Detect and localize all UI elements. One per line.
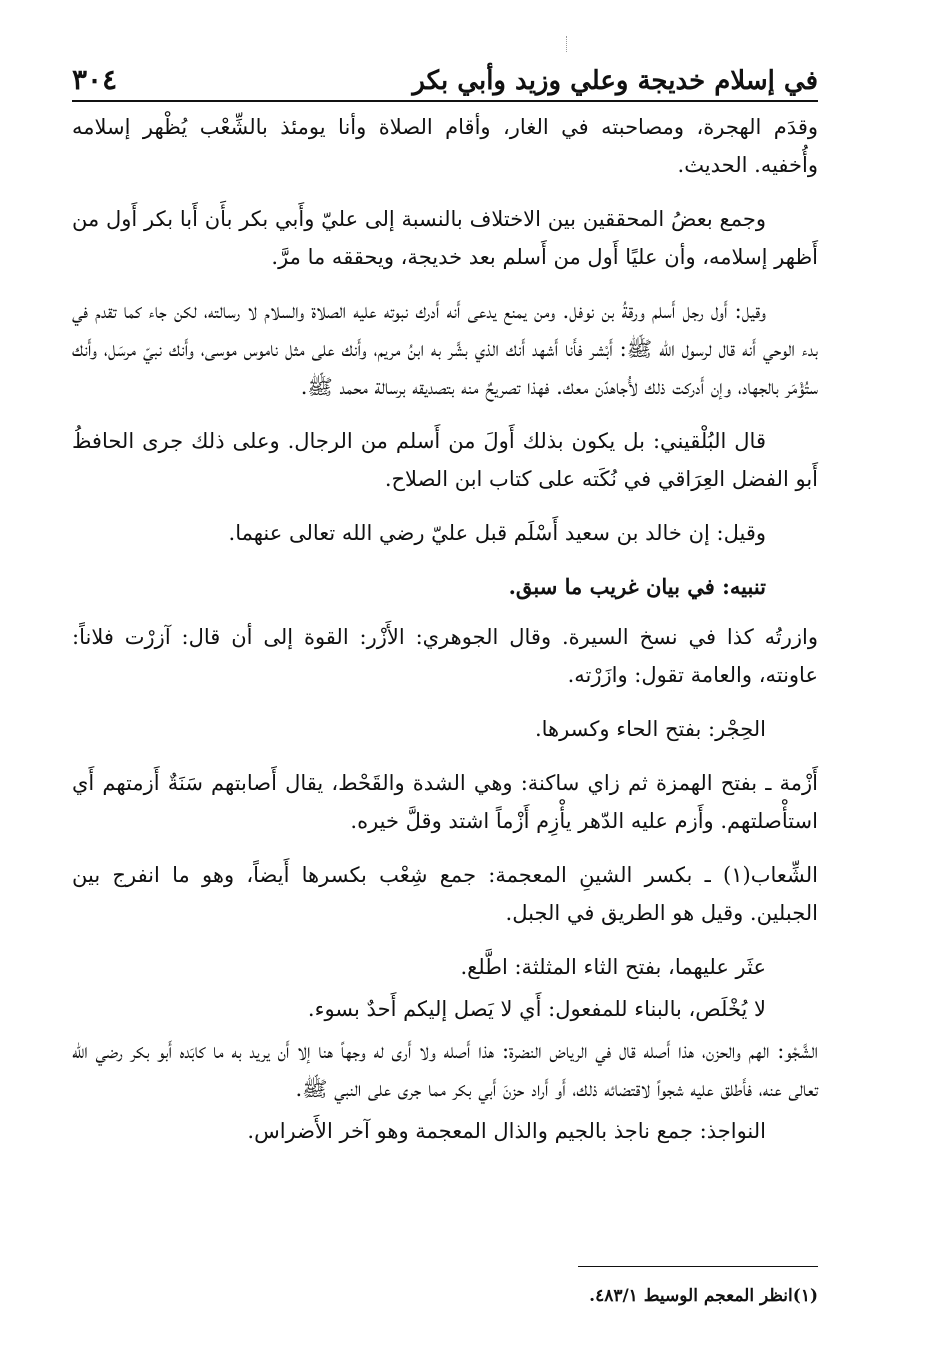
paragraph-reconciliation: وجمع بعضُ المحققين بين الاختلاف بالنسبة إلى عليّ وأَبي بكر بأَن أَبا بكر أَول من أَظهر إسلامه، وأن عليًا أَول من أَسلم بعد خديجة، ويحققه ما مرَّ. — [72, 207, 818, 269]
paragraph-waraqah: وقيل: أَول رجل أَسلم ورقةُ بن نوفل. ومن يمنع يدعى أَنه أَدرك نبوته عليه الصلاة والسلام لا رسالته، لكن جاء كما تقدم في بدء الوحي أَنه قال لرسول الله ﷺ: أَبْشر فأَنا أَشهد أَنك الذي بشَّر به ابنُ مريم، وأَنك على مثل ناموس موسى، وأَنك نبيّ مرسَل، وأَنك ستُؤْمَر بالجهاد، وإن أَدركت ذلك لأُجاهدّن معك. فهذا تصريحٌ منه بتصديقه برسالة محمد ﷺ. — [72, 299, 818, 399]
paragraph-yukhlas: لا يُخْلَص، بالبناء للمفعول: أَي لا يَصل إليكم أَحدٌ بسوء. — [307, 997, 766, 1021]
page-number: ٣٠٤ — [72, 63, 118, 96]
scan-fold-mark — [566, 36, 569, 52]
page-body — [72, 108, 818, 1166]
paragraph-continuation: وقدَم الهجرة، ومصاحبته في الغار، وأقام الصلاة وأنا يومئذ بالشِّعْب يُظْهر إسلامه وأُخفيه. الحديث. — [72, 115, 818, 177]
page-header — [72, 52, 818, 102]
paragraph-azmah: أَزْمة ـ بفتح الهمزة ثم زاي ساكنة: وهي الشدة والقَحْط، يقال أَصابتهم سَنَةٌ أَزمتهم أَي استأْصلتهم. وأَزم عليه الدّهر يأْزِم أَزْماً اشتد وقلَّ خيره. — [72, 771, 818, 833]
paragraph-bulqini: قال البُلْقيني: بل يكون بذلك أَولَ من أَسلم من الرجال. وعلى ذلك جرى الحافظُ أَبو الفضل العِرَاقي في نُكَته على كتاب ابن الصلاح. — [72, 429, 818, 491]
footnote: (١)انظر المعجم الوسيط ٤٨٣/١. — [589, 1286, 818, 1306]
running-title: في إسلام خديجة وعلي وزيد وأبي بكر — [412, 66, 818, 96]
footnote-separator — [578, 1266, 818, 1267]
paragraph-wazartuh: وازرتُه كذا في نسخ السيرة. وقال الجوهري: الأَزْر: القوة إلى أن قال: آزرْت فلاناً: عاونته، والعامة تقول: وازَرْته. — [72, 625, 818, 687]
section-heading: تنبيه: في بيان غريب ما سبق. — [508, 574, 766, 599]
paragraph-hijr: الحِجْر: بفتح الحاء وكسرها. — [534, 717, 766, 741]
paragraph-khalid: وقيل: إن خالد بن سعيد أَسْلَم قبل عليّ رضي الله تعالى عنهما. — [228, 521, 766, 545]
paragraph-shiab: الشِّعاب(١) ـ بكسر الشينِ المعجمة: جمع شِعْب بكسرها أَيضاً، وهو ما انفرج بين الجبلين. وقيل هو الطريق في الجبل. — [72, 863, 818, 925]
paragraph-shajw: الشَّجْو: الهم والحزن، هذا أَصله قال في الرياض النضرة: هذا أَصله ولا أَرى له وجهاً هنا إلا أَن يريد به ما كابَده أَبو بكر رضي الله تعالى عنه، فأَطلق عليه شجواً لاقتضائه ذلك، أَو أَراد حزنَ أَبي بكر مما جرى على النبي ﷺ. — [72, 1039, 818, 1101]
paragraph-athar: عثَر عليهما، بفتح الثاء المثلثة: اطَّلع. — [460, 955, 766, 979]
paragraph-nawajidh: النواجذ: جمع ناجذ بالجيم والذال المعجمة وهو آخر الأَضراس. — [247, 1119, 766, 1143]
